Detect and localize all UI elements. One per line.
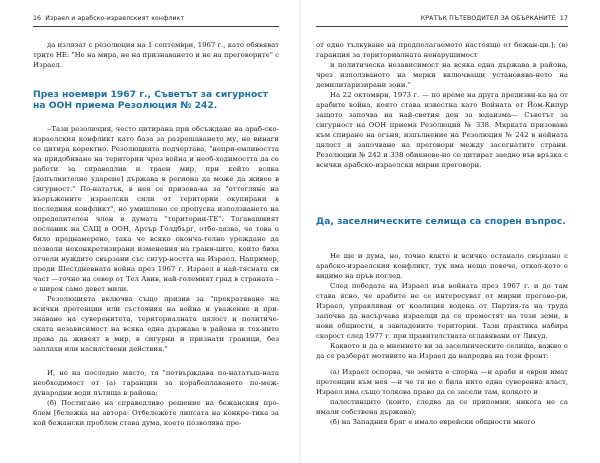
right-top-block <box>316 40 568 170</box>
right-page-header <box>421 15 568 22</box>
left-section-heading: През ноември 1967 г., Съветът за сигурност на ООН приема Резолюция № 242. <box>33 89 269 111</box>
left-body-paragraph: И, не на последно място, тя "потвърждава по-нататъш-ната необходимост от (а) гаранции за корабоплаването по-меж-дународни води пътища в района; <box>33 369 279 397</box>
left-header-rule <box>33 26 279 27</box>
left-top-paragraph: да излязат с резолюция на 1 септември, 1967 г., като обявяват трите НЕ: "Не на мира, не на признаването и не на преговорите" с Израел. <box>33 41 279 69</box>
right-list-item: (б) на Западния бряг е имало еврейски общности много <box>330 418 536 426</box>
right-body-paragraph: След победата на Израел във войната през 1967 г. и до там става ясно, че арабите не се интересуват от мирни прегово-ри, Израел, управляван от коалиция водена от Партия-та на труда започва да насърчава израелци да се преместят на тези земи, в нови общности, в завладените територии. Тази практика набира скорост след 1977 г. при правителствата оглавявани от Ликуд. <box>316 282 568 340</box>
left-page-header <box>33 15 184 22</box>
left-body-paragraph: Резолюцията включва също призив за "прекратяване на всички претенции или състояния на война и уважение и при-знаване на суверенитета, териториалната цялост и политиче-ската независимост на всяка една държава в района и тех-ните права да живеят в мир, в сигурни и признати граници, без заплахи или насилствени действия." <box>33 295 279 353</box>
right-top-paragraph: и политическа независимост на всяка една държава в района, чрез използването на мерки включващи установява-нето на демилитаризирани зони." <box>316 61 568 89</box>
right-list-item: (а) Израел оспорва, че земята е спорна —и араби и евреи имат претенции към нея —и че тя не е била нито една суверенна власт, Израел има също толкова право да се засели там, колкото и <box>316 368 568 396</box>
left-page-number: 16 <box>33 15 42 22</box>
right-top-paragraph: На 22 октомври, 1973 г. — по време на друга предизви-ка на от арабите война, която става известна като Войната от Йом-Кипур защото започва на най-светия ден за юдаизма— Съветът за сигурност на ООН приема Резолюция № 338. Мярката призовава към спиране на огъня, изпълнение на Резолюция № 242 в нейната цялост и започване на преговори между засегнатите страни. Резолюции № 242 и 338 обикнове-но се цитират заедно във връзка с всички арабско-израелски мирни преговори. <box>316 91 568 169</box>
right-list-item: палестинците (които, следва да се припомни, никога не са имали собствена държава); <box>316 398 568 416</box>
left-body <box>33 124 279 428</box>
right-page <box>300 0 600 463</box>
right-top-paragraph: от едно тълкуване на предполагаемото настояще от бежан-ци.]; (в) гаранция за териториалната ненарушимост <box>316 41 568 59</box>
right-header-rule <box>316 26 568 27</box>
right-running-title: КРАТЪК ПЪТЕВОДИТЕЛ ЗА ОБЪРКАНИТЕ <box>420 15 556 22</box>
left-body-paragraph: (б) Постигане на справедливо решение на бежанския про-блем [бележка на автора: Отбележете липсата на конкре-тика за кой бежански проблем става дума, което позволява пре- <box>33 399 279 427</box>
right-body-paragraph: Каквото и да е мнението ви за заселническите селища, важно е да се разберат мотивите на Израел да напредва на този фронт: <box>316 342 568 360</box>
left-body-paragraph: ‒Тази резолюция, често цитирана при обсъждане на араб-ско-израелския конфликт като база за разрешаването му, не винаги се цитира коректно. Резолюцията подчертава, "непри-емливостта на придобиване на територии чрез война и необ-ходимостта да се работи за справедлив и траен мир, при който всяка [допълнително удареие] държава в региона да може да живее в сигурност." По-нататък, в нея се призова-ва за "оттегляне на въоръжените израелски сили от територии окупирани в последния конфликт", но умишлено се пропуска използването на определителен член в думата "територии-ТЕ". Тогавашният посланик на САЩ в ООН, Артър Голдбърг, отбе-лязва, че това е било преднамерено, така че всяко оконча-телно уреждане да позволи неконкретизирани изменения на грани-ците, които биха отчели нуждите свързани със сигур-ността на Израел. Например, преди Шестдневната война през 1967 г. Израел в най-тясната си част —точно на север от Тел Авив, най-големият град в страната – е широк само девет мили. <box>33 125 279 293</box>
right-body <box>316 251 568 427</box>
right-page-number: 17 <box>559 15 568 22</box>
left-running-title: Израел и арабско-израелският конфликт <box>45 15 185 22</box>
right-body-paragraph: Не ще и дума, но, точно както и всичко останало свързано с арабско-израелския конфликт, тук има нещо повече, откол-кото е видимо на пръв поглед. <box>316 252 568 280</box>
right-section-heading: Да, заселническите селища са спорен въпрос. <box>316 216 566 227</box>
left-top-block <box>33 40 279 70</box>
